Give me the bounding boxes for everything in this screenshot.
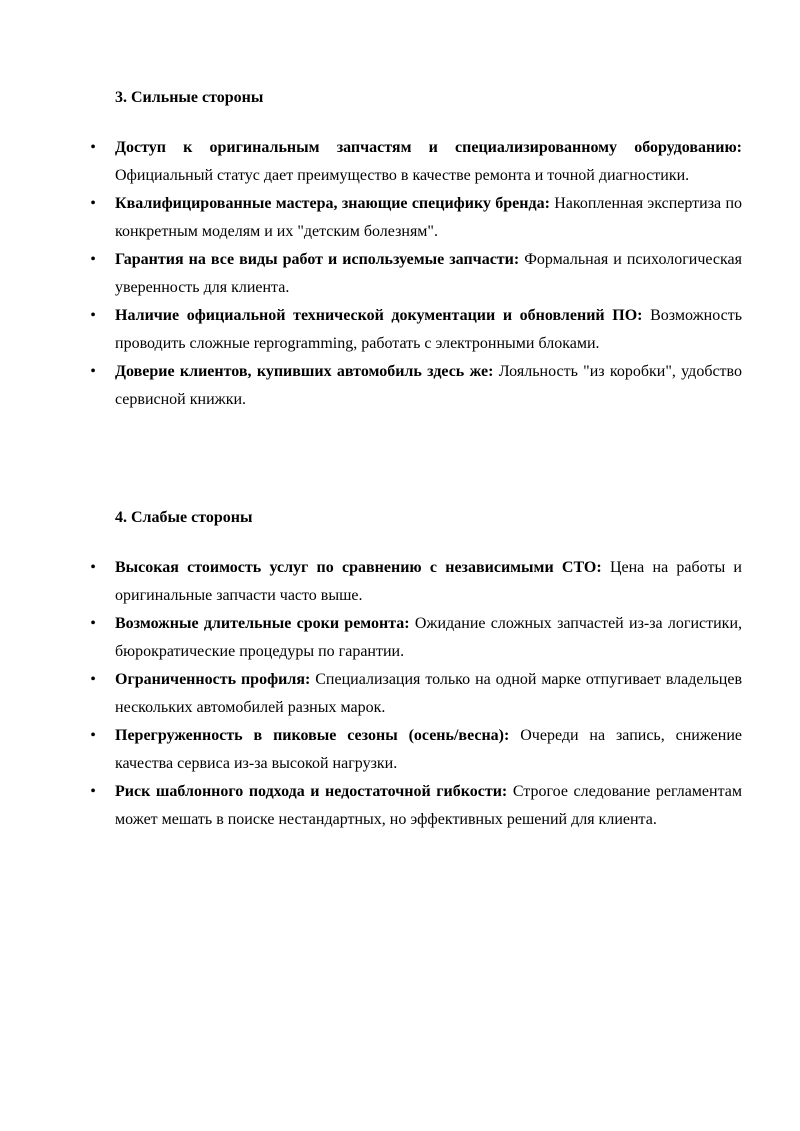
list-item-description: Специализация только на одной марке отпугивает владельцев нескольких автомобилей разных марок. bbox=[115, 671, 742, 716]
bullet-icon: • bbox=[90, 307, 96, 324]
list-item bbox=[0, 778, 742, 834]
list-item-heading: Риск шаблонного подхода и недостаточной гибкости: bbox=[115, 783, 508, 800]
list-item-description: Накопленная экспертиза по конкретным моделям и их "детским болезням". bbox=[115, 195, 743, 240]
bullet-icon: • bbox=[90, 559, 96, 576]
list-item-description: Лояльность "из коробки", удобство сервисной книжки. bbox=[115, 363, 742, 408]
list-item bbox=[0, 554, 742, 610]
bullet-icon: • bbox=[90, 251, 96, 268]
list-item-description: Возможность проводить сложные reprogramming, работать с электронными блоками. bbox=[115, 307, 742, 352]
list-item bbox=[0, 190, 742, 246]
list-item-heading: Доступ к оригинальным запчастям и специализированному оборудованию: bbox=[115, 139, 742, 156]
list-item-heading: Ограниченность профиля: bbox=[115, 671, 311, 688]
list-item bbox=[0, 302, 742, 358]
list-item-heading: Высокая стоимость услуг по сравнению с независимыми СТО: bbox=[115, 559, 602, 576]
strengths-list bbox=[0, 134, 800, 414]
list-item-heading: Квалифицированные мастера, знающие специфику бренда: bbox=[115, 195, 550, 212]
list-item-content bbox=[115, 778, 742, 834]
list-item bbox=[0, 610, 742, 666]
list-item-description: Официальный статус дает преимущество в качестве ремонта и точной диагностики. bbox=[115, 167, 690, 184]
list-item-content bbox=[115, 666, 742, 722]
list-item-heading: Перегруженность в пиковые сезоны (осень/весна): bbox=[115, 727, 510, 744]
section-title-weaknesses: 4. Слабые стороны bbox=[115, 509, 253, 526]
list-item-content bbox=[115, 134, 742, 190]
list-item-description: Строгое следование регламентам может мешать в поиске нестандартных, но эффективных решений для клиента. bbox=[115, 783, 742, 828]
weaknesses-list bbox=[0, 554, 800, 834]
list-item-description: Очереди на запись, снижение качества сервиса из-за высокой нагрузки. bbox=[115, 727, 742, 772]
list-item-description: Формальная и психологическая уверенность для клиента. bbox=[115, 251, 742, 296]
bullet-icon: • bbox=[90, 615, 96, 632]
list-item bbox=[0, 358, 742, 414]
bullet-icon: • bbox=[90, 727, 96, 744]
bullet-icon: • bbox=[90, 363, 96, 380]
list-item-description: Цена на работы и оригинальные запчасти часто выше. bbox=[115, 559, 742, 604]
bullet-icon: • bbox=[90, 139, 96, 156]
list-item-description: Ожидание сложных запчастей из-за логистики, бюрократические процедуры по гарантии. bbox=[115, 615, 743, 660]
list-item-content bbox=[115, 358, 742, 414]
list-item-heading: Гарантия на все виды работ и используемые запчасти: bbox=[115, 251, 520, 268]
section-title-strengths: 3. Сильные стороны bbox=[115, 89, 264, 106]
list-item-content bbox=[115, 190, 742, 246]
list-item bbox=[0, 246, 742, 302]
list-item bbox=[0, 722, 742, 778]
list-item bbox=[0, 666, 742, 722]
list-item bbox=[0, 134, 742, 190]
bullet-icon: • bbox=[90, 783, 96, 800]
list-item-heading: Возможные длительные сроки ремонта: bbox=[115, 615, 410, 632]
list-item-heading: Доверие клиентов, купивших автомобиль здесь же: bbox=[115, 363, 494, 380]
list-item-heading: Наличие официальной технической документации и обновлений ПО: bbox=[115, 307, 643, 324]
list-item-content bbox=[115, 722, 742, 778]
bullet-icon: • bbox=[90, 671, 96, 688]
list-item-content bbox=[115, 302, 742, 358]
list-item-content bbox=[115, 246, 742, 302]
bullet-icon: • bbox=[90, 195, 96, 212]
list-item-content bbox=[115, 554, 742, 610]
list-item-content bbox=[115, 610, 742, 666]
